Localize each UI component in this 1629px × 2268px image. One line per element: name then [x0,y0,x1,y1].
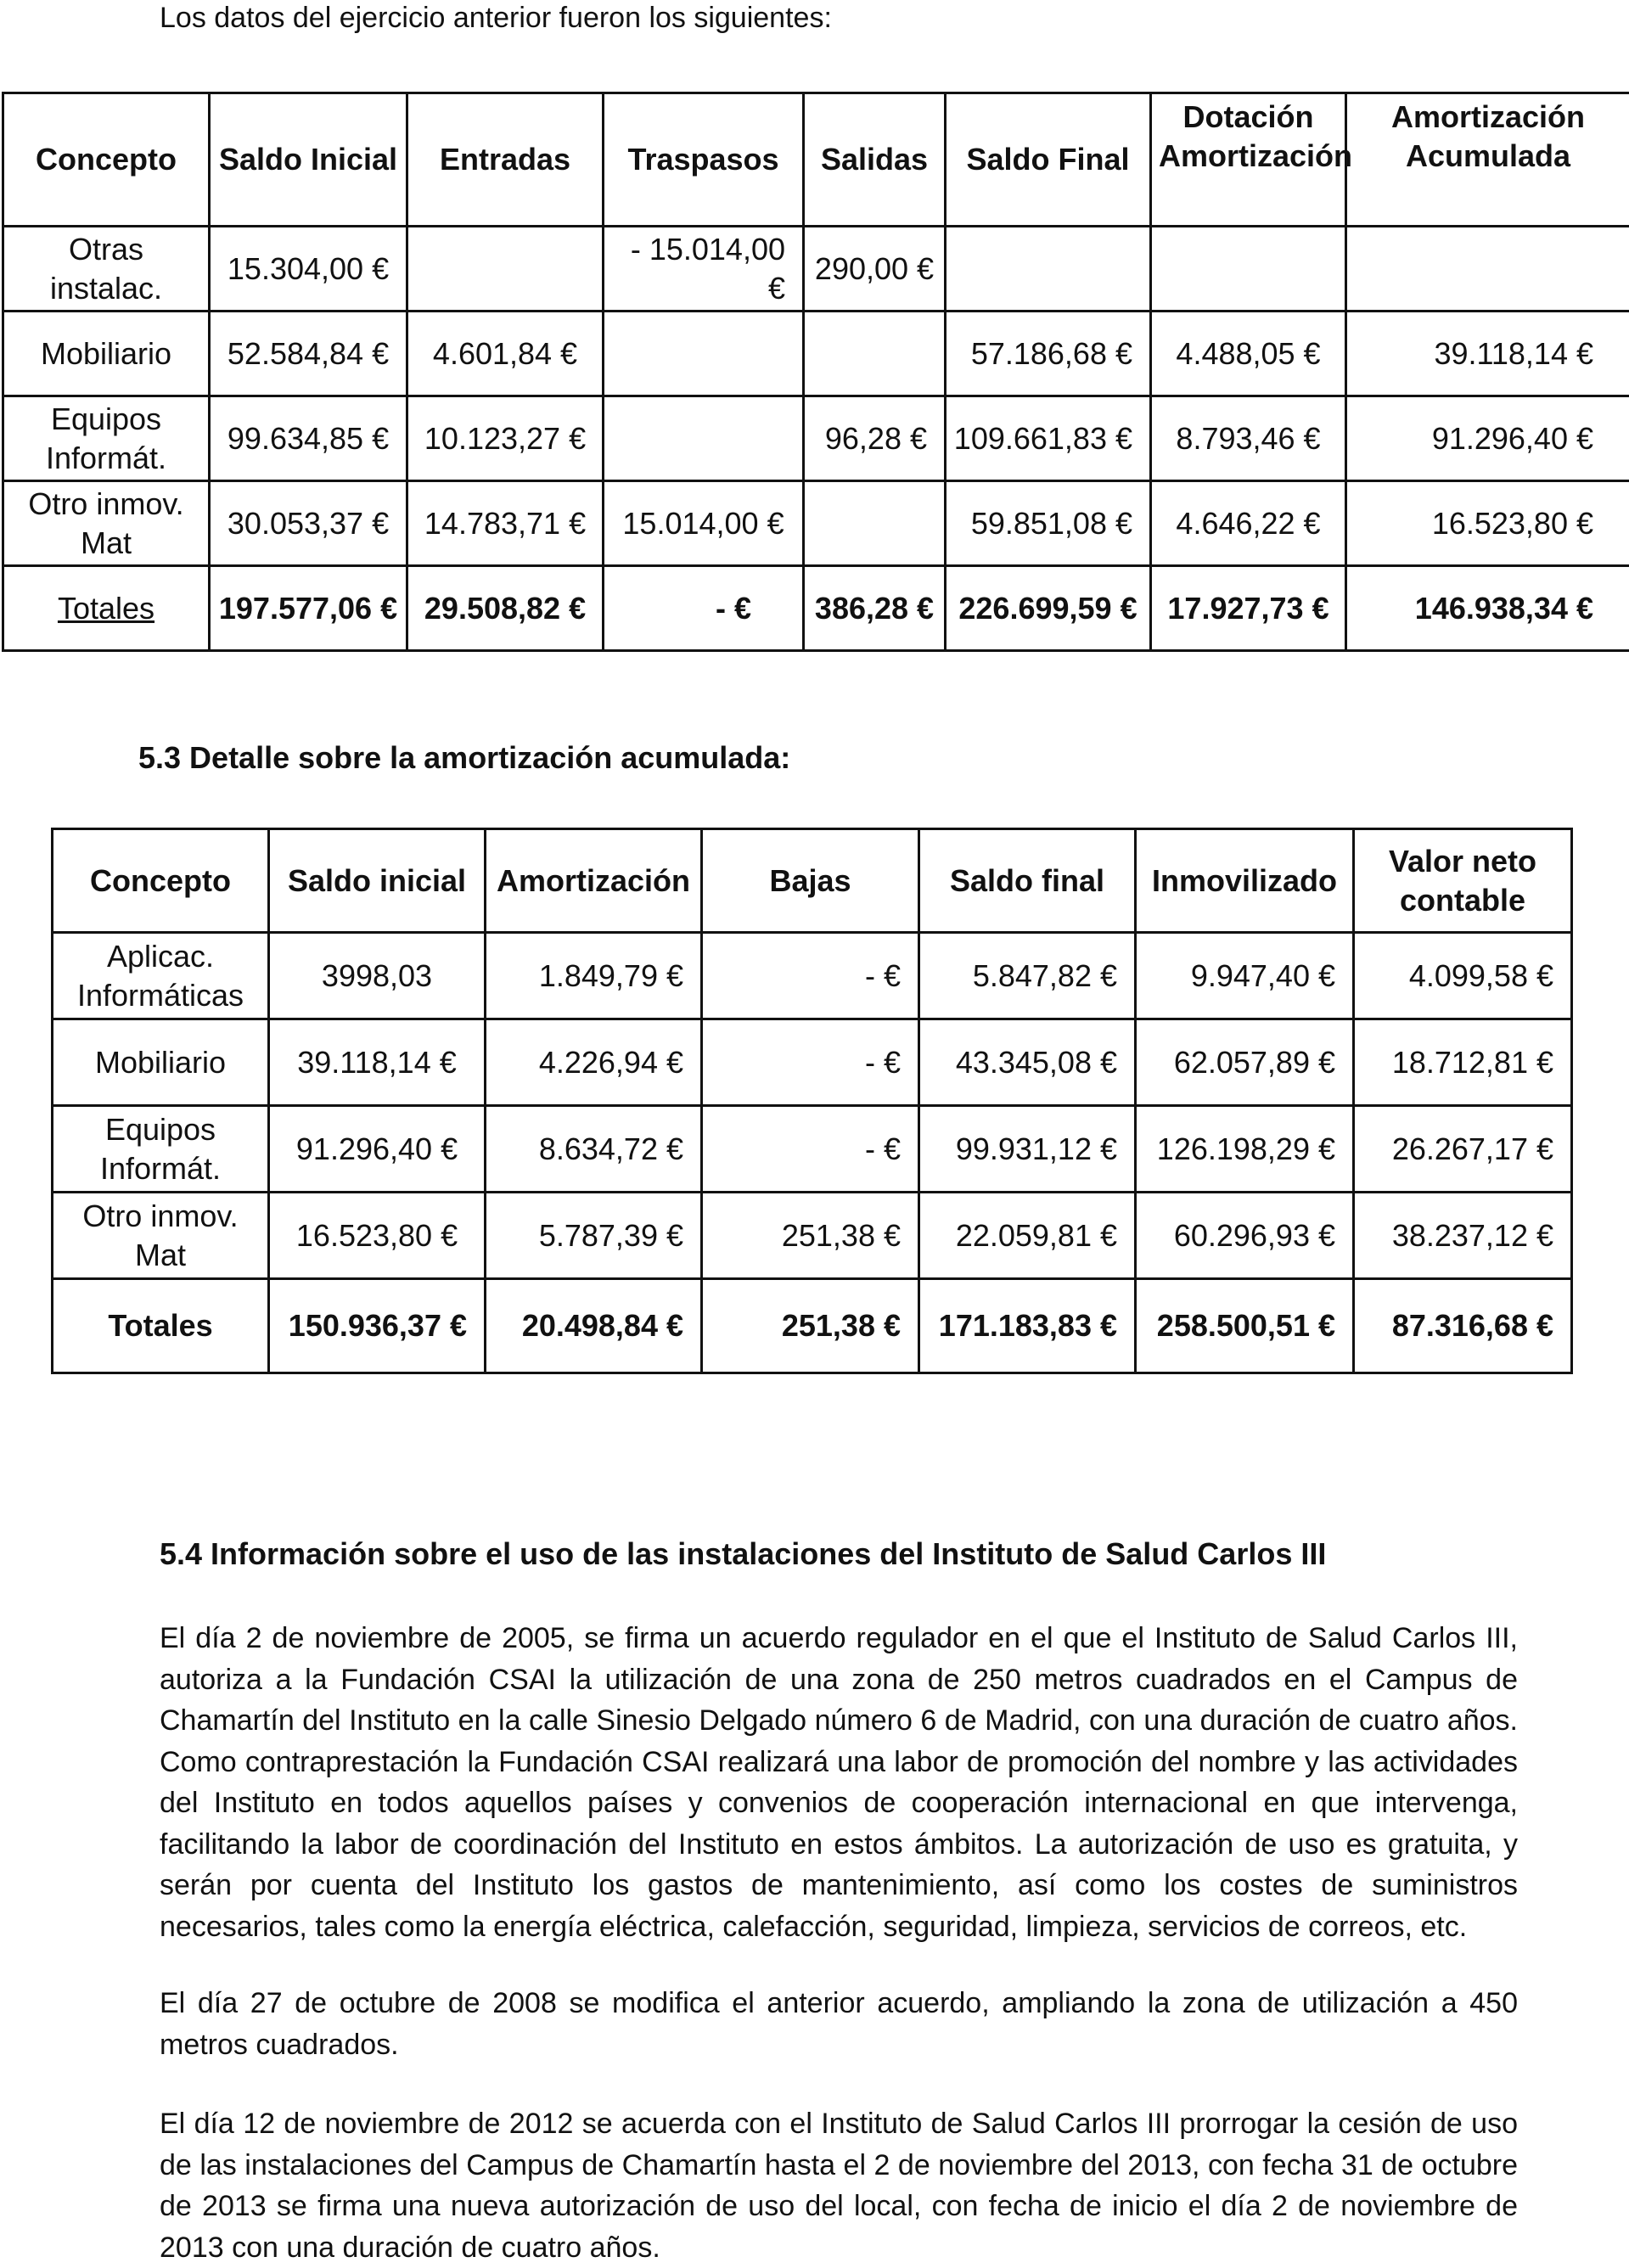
cell: - € [702,1019,919,1106]
cell: 4.646,22 € [1151,481,1346,566]
cell: 87.316,68 € [1354,1279,1572,1373]
header-traspasos: Traspasos [604,93,804,227]
cell: Otro inmov. Mat [3,481,210,566]
cell: 16.523,80 € [269,1193,486,1279]
paragraph: El día 2 de noviembre de 2005, se firma un acuerdo regulador en el que el Instituto de Salud Carlos III, autoriza a la Fundación CSAI la utilización de una zona de 250 metros cuadrados en el Campus de Chamartín del Instituto en la calle Sinesio Delgado número 6 de Madrid, con una duración de cuatro años. Como contraprestación la Fundación CSAI realizará una labor de promoción del nombre y las actividades del Instituto en todos aquellos países y convenios de cooperación internacional en que intervenga, facilitando la labor de coordinación del Instituto en estos ámbitos. La autorización de uso es gratuita, y serán por cuenta del Instituto los gastos de mantenimiento, así como los costes de suministros necesarios, tales como la energía eléctrica, calefacción, seguridad, limpieza, servicios de correos, etc. [160,1618,1518,1947]
intro-text: Los datos del ejercicio anterior fueron los siguientes: [160,0,1518,36]
header-concepto: Concepto [3,93,210,227]
header-amortizacion: Amortización [486,829,702,933]
cell: Equipos Informát. [3,396,210,481]
totals-label: Totales [3,566,210,651]
cell: 126.198,29 € [1136,1106,1354,1193]
header-entradas: Entradas [407,93,604,227]
cell: 20.498,84 € [486,1279,702,1373]
cell: 57.186,68 € [946,312,1151,396]
header-saldo-inicial: Saldo Inicial [210,93,407,227]
cell: - € [702,933,919,1019]
table-row [53,933,1572,1019]
cell: 4.226,94 € [486,1019,702,1106]
cell: 59.851,08 € [946,481,1151,566]
cell: 258.500,51 € [1136,1279,1354,1373]
header-dotacion: Dotación Amortización [1151,93,1346,227]
table-row [3,227,1629,312]
cell [804,312,946,396]
table-row [3,396,1629,481]
cell: 386,28 € [804,566,946,651]
cell [604,396,804,481]
cell: 3998,03 [269,933,486,1019]
cell: 8.793,46 € [1151,396,1346,481]
header-amort-acumulada: Amortización Acumulada [1346,93,1629,227]
header-salidas: Salidas [804,93,946,227]
cell: 96,28 € [804,396,946,481]
cell: 251,38 € [702,1279,919,1373]
cell: 60.296,93 € [1136,1193,1354,1279]
cell: Otro inmov. Mat [53,1193,269,1279]
cell [1346,227,1629,312]
header-concepto: Concepto [53,829,269,933]
cell: 99.634,85 € [210,396,407,481]
cell: 226.699,59 € [946,566,1151,651]
table-row [3,481,1629,566]
cell: 251,38 € [702,1193,919,1279]
totals-row [53,1279,1572,1373]
cell: 15.014,00 € [604,481,804,566]
cell: Mobiliario [53,1019,269,1106]
cell: 17.927,73 € [1151,566,1346,651]
cell: 5.787,39 € [486,1193,702,1279]
cell: 15.304,00 € [210,227,407,312]
cell: 5.847,82 € [919,933,1136,1019]
cell: 150.936,37 € [269,1279,486,1373]
cell: 91.296,40 € [269,1106,486,1193]
table-row [53,1106,1572,1193]
cell: Otras instalac. [3,227,210,312]
cell: 10.123,27 € [407,396,604,481]
prior-year-table [2,92,1629,652]
header-bajas: Bajas [702,829,919,933]
cell: 22.059,81 € [919,1193,1136,1279]
cell: 109.661,83 € [946,396,1151,481]
cell: Aplicac. Informáticas [53,933,269,1019]
cell: 43.345,08 € [919,1019,1136,1106]
cell: 18.712,81 € [1354,1019,1572,1106]
cell: - € [702,1106,919,1193]
header-saldo-final: Saldo Final [946,93,1151,227]
cell: 4.488,05 € [1151,312,1346,396]
cell: 39.118,14 € [269,1019,486,1106]
cell: 197.577,06 € [210,566,407,651]
cell [604,312,804,396]
cell [804,481,946,566]
cell: 16.523,80 € [1346,481,1629,566]
cell [1151,227,1346,312]
section-heading-5-4: 5.4 Información sobre el uso de las instalaciones del Instituto de Salud Carlos III [160,1535,1326,1574]
cell: 9.947,40 € [1136,933,1354,1019]
cell [946,227,1151,312]
cell: 29.508,82 € [407,566,604,651]
cell: - 15.014,00 € [604,227,804,312]
cell: 14.783,71 € [407,481,604,566]
section-heading-5-3: 5.3 Detalle sobre la amortización acumulada: [138,738,790,778]
cell: 30.053,37 € [210,481,407,566]
amortization-table [51,828,1573,1374]
header-saldo-inicial: Saldo inicial [269,829,486,933]
cell: 146.938,34 € [1346,566,1629,651]
paragraph: El día 27 de octubre de 2008 se modifica el anterior acuerdo, ampliando la zona de utilización a 450 metros cuadrados. [160,1983,1518,2065]
cell: 1.849,79 € [486,933,702,1019]
cell: Mobiliario [3,312,210,396]
header-valor-neto: Valor neto contable [1354,829,1572,933]
header-saldo-final: Saldo final [919,829,1136,933]
cell: 38.237,12 € [1354,1193,1572,1279]
header-inmovilizado: Inmovilizado [1136,829,1354,933]
cell: 52.584,84 € [210,312,407,396]
table-row [53,1193,1572,1279]
table-row [3,312,1629,396]
totals-label: Totales [53,1279,269,1373]
cell: 62.057,89 € [1136,1019,1354,1106]
cell: 4.099,58 € [1354,933,1572,1019]
cell: 171.183,83 € [919,1279,1136,1373]
cell: 8.634,72 € [486,1106,702,1193]
totals-row [3,566,1629,651]
cell: 4.601,84 € [407,312,604,396]
paragraph: El día 12 de noviembre de 2012 se acuerda con el Instituto de Salud Carlos III prorrogar la cesión de uso de las instalaciones del Campus de Chamartín hasta el 2 de noviembre del 2013, con fecha 31 de octubre de 2013 se firma una nueva autorización de uso del local, con fecha de inicio el día 2 de noviembre de 2013 con una duración de cuatro años. [160,2103,1518,2268]
cell: Equipos Informát. [53,1106,269,1193]
table-row [53,1019,1572,1106]
table-header-row [3,93,1629,227]
cell: 39.118,14 € [1346,312,1629,396]
cell: 91.296,40 € [1346,396,1629,481]
cell: 26.267,17 € [1354,1106,1572,1193]
cell: 290,00 € [804,227,946,312]
table-header-row [53,829,1572,933]
cell [407,227,604,312]
cell: - € [604,566,804,651]
cell: 99.931,12 € [919,1106,1136,1193]
